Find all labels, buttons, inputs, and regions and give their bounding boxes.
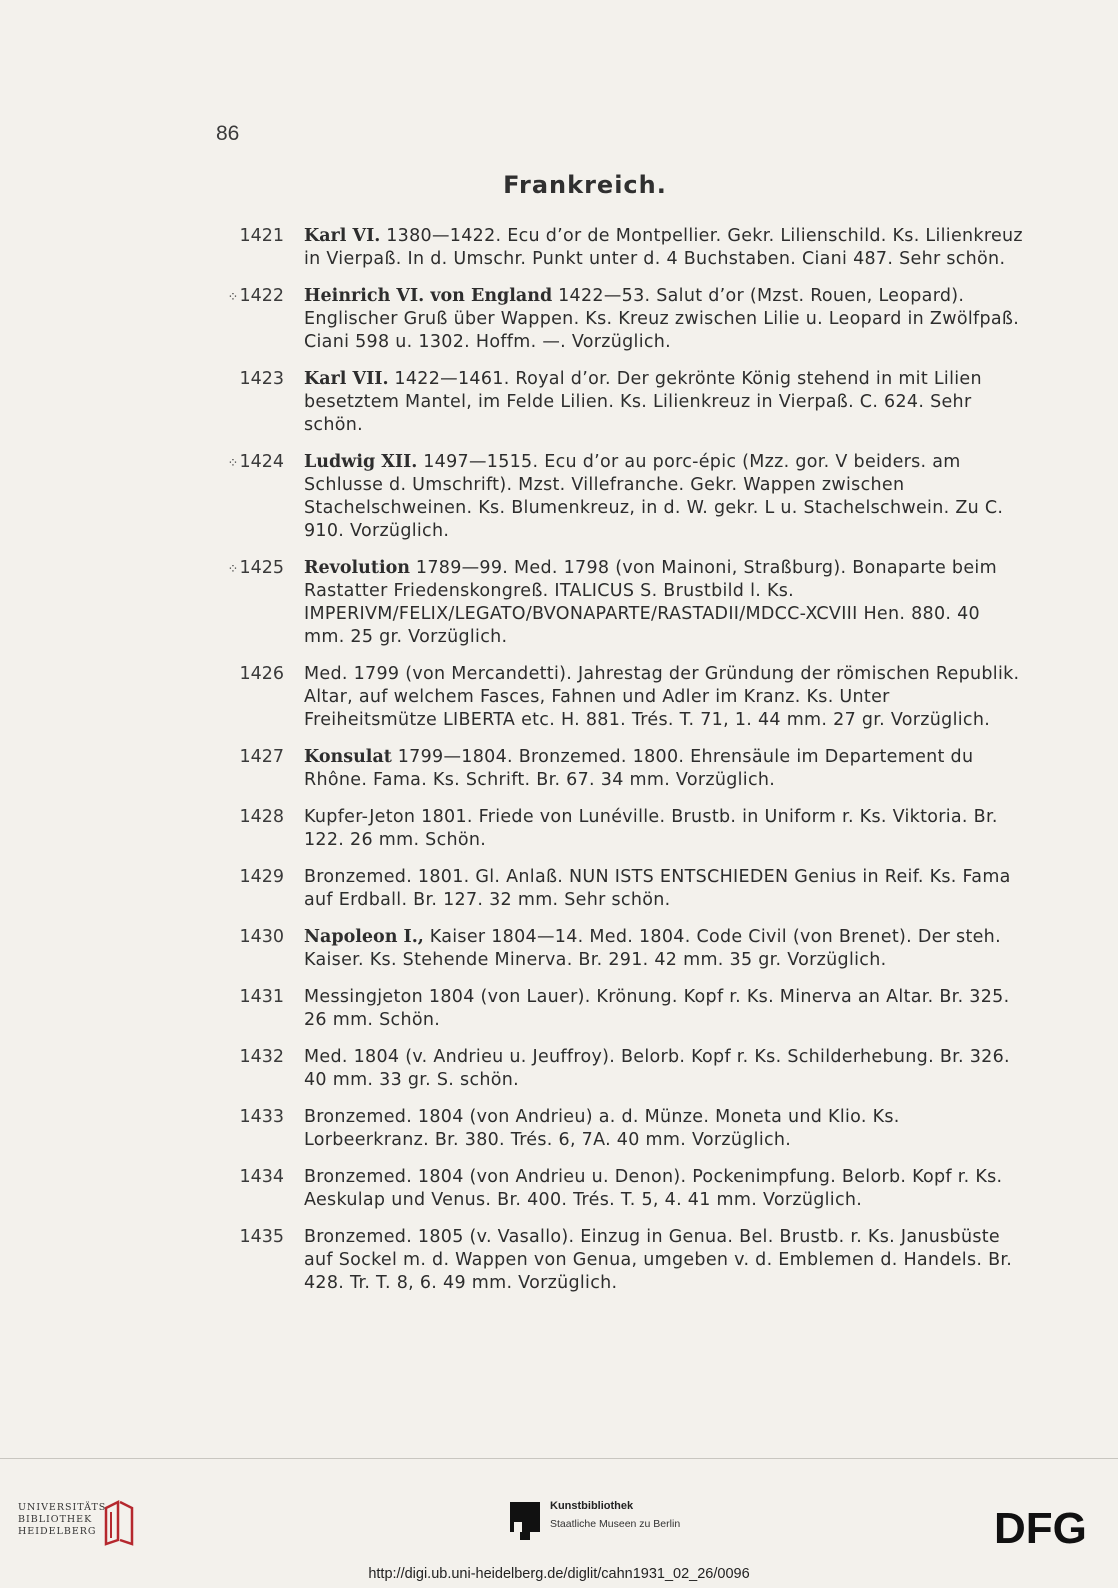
- catalog-entry: [200, 451, 1030, 543]
- entry-text: Bronzemed. 1805 (v. Vasallo). Einzug in Genua. Bel. Brustb. r. Ks. Janusbüste auf Sockel m. d. Wappen von Genua, umgeben v. d. Emblemen d. Handels. Br. 428. Tr. T. 8, 6. 49 mm. Vorzüglich.: [304, 1227, 1013, 1293]
- catalog-entry: [200, 746, 1030, 792]
- footer-divider: [0, 1458, 1118, 1459]
- entry-number: 1426: [239, 664, 284, 684]
- catalog-entry: [200, 557, 1030, 649]
- source-url-link[interactable]: http://digi.ub.uni-heidelberg.de/diglit/cahn1931_02_26/0096: [368, 1566, 750, 1582]
- marker-icon: ⁘: [227, 562, 239, 577]
- catalog-entry: [200, 368, 1030, 437]
- entry-text: Napoleon I., Kaiser 1804—14. Med. 1804. Code Civil (von Brenet). Der steh. Kaiser. Ks. Stehende Minerva. Br. 291. 42 mm. 35 gr. Vorzüglich.: [304, 927, 1001, 970]
- entry-text: Karl VII. 1422—1461. Royal d’or. Der gekrönte König stehend in mit Lilien besetztem Mantel, im Felde Lilien. Ks. Lilienkreuz in Vierpaß. C. 624. Sehr schön.: [304, 369, 982, 435]
- entry-number: ⁘1422: [227, 286, 284, 306]
- catalog-entry: [200, 225, 1030, 271]
- entry-text: Kupfer-Jeton 1801. Friede von Lunéville. Brustb. in Uniform r. Ks. Viktoria. Br. 122. 26 mm. Schön.: [304, 807, 998, 850]
- entry-number: ⁘1425: [227, 558, 284, 578]
- page-number: 86: [216, 122, 240, 145]
- catalog-entry: [200, 1046, 1030, 1092]
- entry-number: 1423: [239, 369, 284, 389]
- library-subtitle: Staatliche Museen zu Berlin: [550, 1518, 681, 1530]
- entry-number: 1432: [239, 1047, 284, 1067]
- catalog-entry: [200, 1106, 1030, 1152]
- entry-number: ⁘1424: [227, 452, 284, 472]
- entry-number: 1433: [239, 1107, 284, 1127]
- entry-text: Med. 1799 (von Mercandetti). Jahrestag der Gründung der römischen Republik. Altar, auf welchem Fasces, Fahnen und Adler im Kranz. Ks. Unter Freiheitsmütze LIBERTA etc. H. 881. Trés. T. 71, 1. 44 mm. 27 gr. Vorzüglich.: [304, 664, 1020, 730]
- university-emblem-icon: [102, 1498, 136, 1546]
- entry-number: 1431: [239, 987, 284, 1007]
- entry-text: Bronzemed. 1804 (von Andrieu u. Denon). Pockenimpfung. Belorb. Kopf r. Ks. Aeskulap und Venus. Br. 400. Trés. T. 5, 4. 41 mm. Vorzüglich.: [304, 1167, 1003, 1210]
- catalog-entry: [200, 1226, 1030, 1295]
- kunstbibliothek-icon: [510, 1502, 540, 1540]
- catalog-entry: [200, 866, 1030, 912]
- entry-number: 1428: [239, 807, 284, 827]
- page-title: Frankreich.: [503, 171, 667, 199]
- entry-number: 1434: [239, 1167, 284, 1187]
- entry-number: 1427: [239, 747, 284, 767]
- library-title: Kunstbibliothek: [550, 1500, 634, 1512]
- entry-text: Messingjeton 1804 (von Lauer). Krönung. Kopf r. Ks. Minerva an Altar. Br. 325. 26 mm. Schön.: [304, 987, 1010, 1030]
- entry-text: Med. 1804 (v. Andrieu u. Jeuffroy). Belorb. Kopf r. Ks. Schilderhebung. Br. 326. 40 mm. 33 gr. S. schön.: [304, 1047, 1010, 1090]
- entry-text: Heinrich VI. von England 1422—53. Salut d’or (Mzst. Rouen, Leopard). Englischer Gruß über Wappen. Ks. Kreuz zwischen Lilie u. Leopard in Zwölfpaß. Ciani 598 u. 1302. Hoffm. —. Vorzüglich.: [304, 286, 1020, 352]
- entry-text: Konsulat 1799—1804. Bronzemed. 1800. Ehrensäule im Departement du Rhône. Fama. Ks. Schrift. Br. 67. 34 mm. Vorzüglich.: [304, 747, 974, 790]
- entry-text: Bronzemed. 1804 (von Andrieu) a. d. Münze. Moneta und Klio. Ks. Lorbeerkranz. Br. 380. Trés. 6, 7A. 40 mm. Vorzüglich.: [304, 1107, 900, 1150]
- catalog-entry: [200, 926, 1030, 972]
- entry-text: Revolution 1789—99. Med. 1798 (von Mainoni, Straßburg). Bonaparte beim Rastatter Friedenskongreß. ITALICUS S. Brustbild l. Ks. IMPERIVM/FELIX/LEGATO/BVONAPARTE/RASTADII/MDCC-XCVIII Hen. 880. 40 mm. 25 gr. Vorzüglich.: [304, 558, 997, 647]
- entry-number: 1421: [239, 226, 284, 246]
- entry-text: Bronzemed. 1801. Gl. Anlaß. NUN ISTS ENTSCHIEDEN Genius in Reif. Ks. Fama auf Erdball. Br. 127. 32 mm. Sehr schön.: [304, 867, 1011, 910]
- catalog-entry: [200, 1166, 1030, 1212]
- entry-text: Ludwig XII. 1497—1515. Ecu d’or au porc-épic (Mzz. gor. V beiders. am Schlusse d. Umschrift). Mzst. Villefranche. Gekr. Wappen zwischen Stachelschweinen. Ks. Blumenkreuz, in d. W. gekr. L u. Stachelschwein. Zu C. 910. Vorzüglich.: [304, 452, 1004, 541]
- entry-number: 1435: [239, 1227, 284, 1247]
- entry-text: Karl VI. 1380—1422. Ecu d’or de Montpellier. Gekr. Lilienschild. Ks. Lilienkreuz in Vierpaß. In d. Umschr. Punkt unter d. 4 Buchstaben. Ciani 487. Sehr schön.: [304, 226, 1023, 269]
- catalog-entry: [200, 285, 1030, 354]
- kunstbibliothek-logo[interactable]: [510, 1500, 730, 1550]
- catalog-entry: [200, 806, 1030, 852]
- catalog-entry: [200, 986, 1030, 1032]
- university-library-logo[interactable]: [18, 1498, 138, 1558]
- university-name: UNIVERSITÄTS- BIBLIOTHEK HEIDELBERG: [18, 1502, 111, 1537]
- marker-icon: ⁘: [227, 290, 239, 305]
- marker-icon: ⁘: [227, 456, 239, 471]
- entry-number: 1429: [239, 867, 284, 887]
- catalog-entries: [200, 225, 1030, 1309]
- catalog-entry: [200, 663, 1030, 732]
- dfg-label: DFG: [994, 1507, 1087, 1547]
- entry-number: 1430: [239, 927, 284, 947]
- dfg-logo-icon[interactable]: [994, 1507, 1090, 1547]
